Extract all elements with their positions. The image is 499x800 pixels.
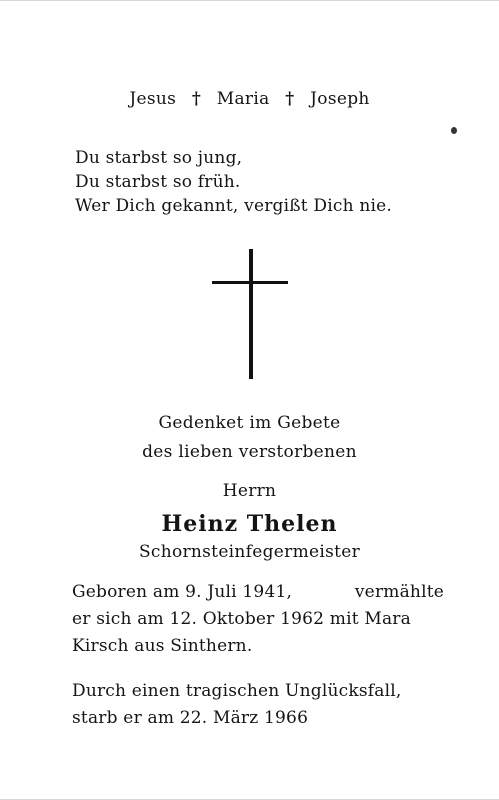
prayer-line-1: Gedenket im Gebete: [158, 413, 341, 433]
deceased-name: Heinz Thelen: [161, 511, 338, 537]
header-name-maria: Maria: [216, 89, 270, 109]
birth-text: Geboren am 9. Juli 1941,: [72, 582, 293, 602]
ink-speck: [451, 127, 457, 134]
death-notice: [72, 678, 444, 732]
bio-line: [72, 579, 444, 606]
header-name-joseph: Joseph: [310, 89, 370, 109]
header-name-jesus: Jesus: [129, 89, 177, 109]
cross-icon: [212, 249, 288, 381]
verse-line: Wer Dich gekannt, vergißt Dich nie.: [75, 196, 393, 216]
bio-line: er sich am 12. Oktober 1962 mit Mara: [72, 609, 411, 629]
biography: [72, 579, 444, 660]
verse-line: Du starbst so jung,: [75, 148, 243, 168]
small-cross-icon: †: [285, 89, 295, 109]
death-line: Durch einen tragischen Unglücksfall,: [72, 681, 402, 701]
holy-family-header: [0, 89, 499, 109]
married-text: vermählte: [354, 582, 444, 602]
verse-line: Du starbst so früh.: [75, 172, 241, 192]
death-line: starb er am 22. März 1966: [72, 708, 309, 728]
small-cross-icon: †: [191, 89, 202, 109]
memorial-verse: [75, 146, 392, 218]
bio-line: Kirsch aus Sinthern.: [72, 636, 253, 656]
honorific: Herrn: [222, 481, 277, 501]
prayer-line-2: des lieben verstorbenen: [142, 442, 357, 462]
profession: Schornsteinfegermeister: [138, 542, 361, 562]
